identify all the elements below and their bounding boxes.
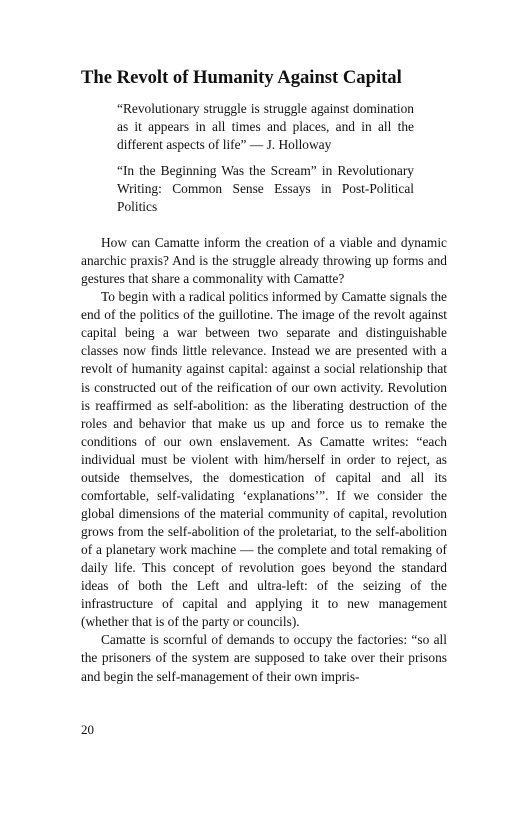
- body-paragraph: To begin with a radical politics informed by Camatte signals the end of the politics of the guillotine. The image of the revolt against capital being a war between two separate and distinguishable classes now finds little relevance. Instead we are presented with a revolt of humanity against capital: against a social relationship that is constructed out of the reification of our own activity. Revolution is reaffirmed as self-abolition: as the liberating destruction of the roles and behavior that make us up and force us to remake the conditions of our own enslavement. As Camatte writes: “each individual must be violent with him/herself in order to reject, as outside themselves, the domestication of capital and all its comfortable, self-validating ‘explanations’”. If we consider the global dimensions of the material community of capital, revolution grows from the self-abolition of the proletariat, to the self-abolition of a planetary work machine — the complete and total remaking of daily life. This concept of revolution goes beyond the standard ideas of both the Left and ultra-left: of the seizing of the infrastructure of capital and applying it to new management (whether that is of the party or councils).: [81, 289, 447, 630]
- body-paragraph: Camatte is scornful of demands to occupy the factories: “so all the prisoners of the system are supposed to take over their prisons and begin the self-management of their own impris-: [81, 632, 447, 684]
- body-paragraph: How can Camatte inform the creation of a viable and dynamic anarchic praxis? And is the struggle already throwing up forms and gestures that share a commonality with Camatte?: [81, 235, 447, 287]
- body-text: [81, 234, 447, 686]
- chapter-title: The Revolt of Humanity Against Capital: [81, 67, 402, 88]
- page-number: 20: [81, 722, 94, 737]
- epigraph-quote: “Revolutionary struggle is struggle against domination as it appears in all times and places, and in all the different aspects of life” — J. Holloway: [117, 101, 414, 152]
- epigraph-source: “In the Beginning Was the Scream” in Revolutionary Writing: Common Sense Essays in Post-Political Politics: [117, 163, 414, 214]
